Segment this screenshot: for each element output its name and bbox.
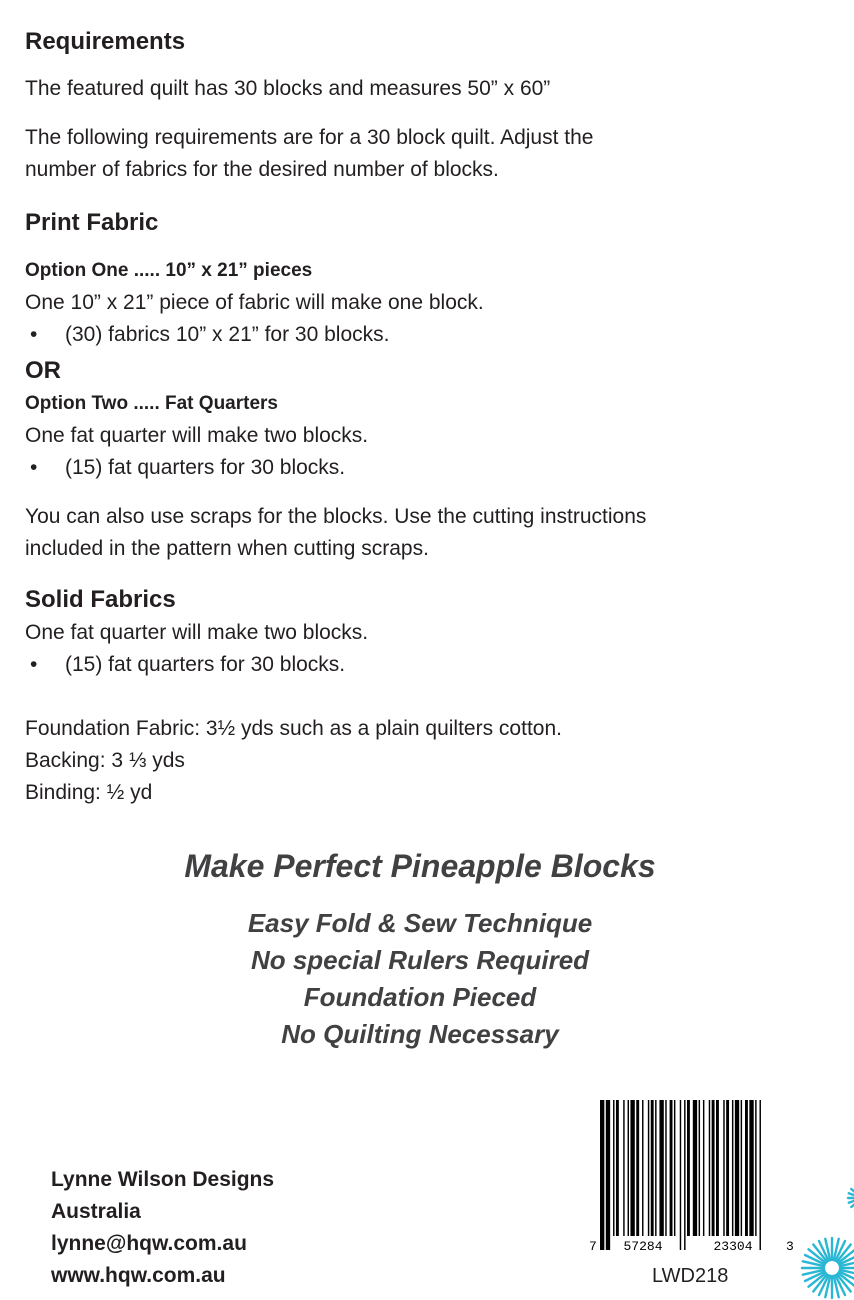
solid-fabrics-text: One fat quarter will make two blocks.: [25, 621, 369, 644]
barcode-left-group: 57284: [623, 1239, 663, 1254]
tagline-feature: No special Rulers Required: [250, 945, 590, 975]
barcode-bar: [712, 1100, 715, 1236]
barcode-bar: [655, 1100, 656, 1236]
option-one-text: One 10” x 21” piece of fabric will make one block.: [25, 291, 484, 314]
foundation-fabric-text: Foundation Fabric: 3½ yds such as a plain quilters cotton.: [25, 717, 562, 740]
barcode-bar: [623, 1100, 624, 1236]
option-two-title: Option Two ..... Fat Quarters: [25, 393, 278, 414]
barcode-bar: [651, 1100, 654, 1236]
solid-fabrics-bullet-symbol: •: [30, 653, 38, 676]
option-two-bullet: (15) fat quarters for 30 blocks.: [65, 456, 346, 479]
requirements-heading: Requirements: [25, 28, 186, 55]
barcode-bar: [745, 1100, 748, 1236]
barcode: [586, 1100, 806, 1260]
barcode-bar: [749, 1100, 753, 1236]
barcode-bar: [674, 1100, 675, 1236]
barcode-first-digit: 7: [589, 1239, 597, 1254]
barcode-bar: [741, 1100, 742, 1236]
barcode-bar: [665, 1100, 666, 1236]
barcode-bar: [687, 1100, 690, 1236]
starburst-ray: [849, 1193, 854, 1196]
barcode-bar: [709, 1100, 710, 1236]
barcode-bar: [600, 1100, 604, 1250]
solid-fabrics-bullet: (15) fat quarters for 30 blocks.: [65, 653, 346, 676]
barcode-bar: [726, 1100, 729, 1236]
requirements-para-line2: number of fabrics for the desired number of blocks.: [25, 158, 499, 181]
binding-text: Binding: ½ yd: [25, 781, 153, 804]
barcode-bar: [680, 1100, 681, 1250]
barcode-bar: [630, 1100, 634, 1236]
barcode-bar: [684, 1100, 685, 1250]
country: Australia: [51, 1200, 141, 1223]
option-one-bullet: (30) fabrics 10” x 21” for 30 blocks.: [65, 323, 390, 346]
option-one-bullet-symbol: •: [30, 323, 38, 346]
solid-fabrics-heading: Solid Fabrics: [25, 586, 176, 613]
barcode-bar: [723, 1100, 724, 1236]
starburst-ray: [849, 1200, 854, 1203]
tagline-title: Make Perfect Pineapple Blocks: [184, 848, 656, 884]
barcode-bar: [670, 1100, 673, 1236]
barcode-bar: [755, 1100, 756, 1236]
barcode-bar: [716, 1100, 719, 1236]
barcode-bar: [648, 1100, 649, 1236]
barcode-bar: [613, 1100, 614, 1236]
requirements-para-line1: The following requirements are for a 30 block quilt. Adjust the: [25, 126, 594, 149]
starburst-decoration-icon: [800, 1180, 854, 1300]
option-one-title: Option One ..... 10” x 21” pieces: [25, 260, 313, 281]
barcode-bar: [760, 1100, 761, 1250]
email-link[interactable]: lynne@hqw.com.au: [51, 1232, 247, 1255]
barcode-bar: [735, 1100, 739, 1236]
barcode-bar: [703, 1100, 704, 1236]
barcode-bar: [642, 1100, 643, 1236]
print-fabric-heading: Print Fabric: [25, 209, 159, 236]
website-link[interactable]: www.hqw.com.au: [51, 1264, 226, 1287]
barcode-bar: [699, 1100, 700, 1236]
barcode-bar: [636, 1100, 639, 1236]
tagline-feature: Foundation Pieced: [303, 982, 537, 1012]
barcode-right-group: 23304: [713, 1239, 753, 1254]
backing-text: Backing: 3 ⅓ yds: [25, 749, 185, 772]
barcode-bar: [732, 1100, 733, 1236]
barcode-bar: [693, 1100, 697, 1236]
product-code: LWD218: [652, 1265, 729, 1287]
tagline-feature: No Quilting Necessary: [281, 1019, 559, 1049]
scraps-line1: You can also use scraps for the blocks. Use the cutting instructions: [25, 505, 647, 528]
barcode-bar: [606, 1100, 610, 1250]
option-two-bullet-symbol: •: [30, 456, 38, 479]
or-label: OR: [25, 357, 61, 384]
tagline-feature: Easy Fold & Sew Technique: [247, 908, 593, 938]
barcode-bar: [628, 1100, 629, 1236]
featured-quilt-text: The featured quilt has 30 blocks and measures 50” x 60”: [25, 77, 551, 100]
company-name: Lynne Wilson Designs: [51, 1168, 275, 1191]
scraps-line2: included in the pattern when cutting scraps.: [25, 537, 429, 560]
barcode-bar: [659, 1100, 663, 1236]
barcode-check-digit: 3: [786, 1239, 794, 1254]
option-two-text: One fat quarter will make two blocks.: [25, 424, 369, 447]
barcode-bar: [616, 1100, 619, 1236]
